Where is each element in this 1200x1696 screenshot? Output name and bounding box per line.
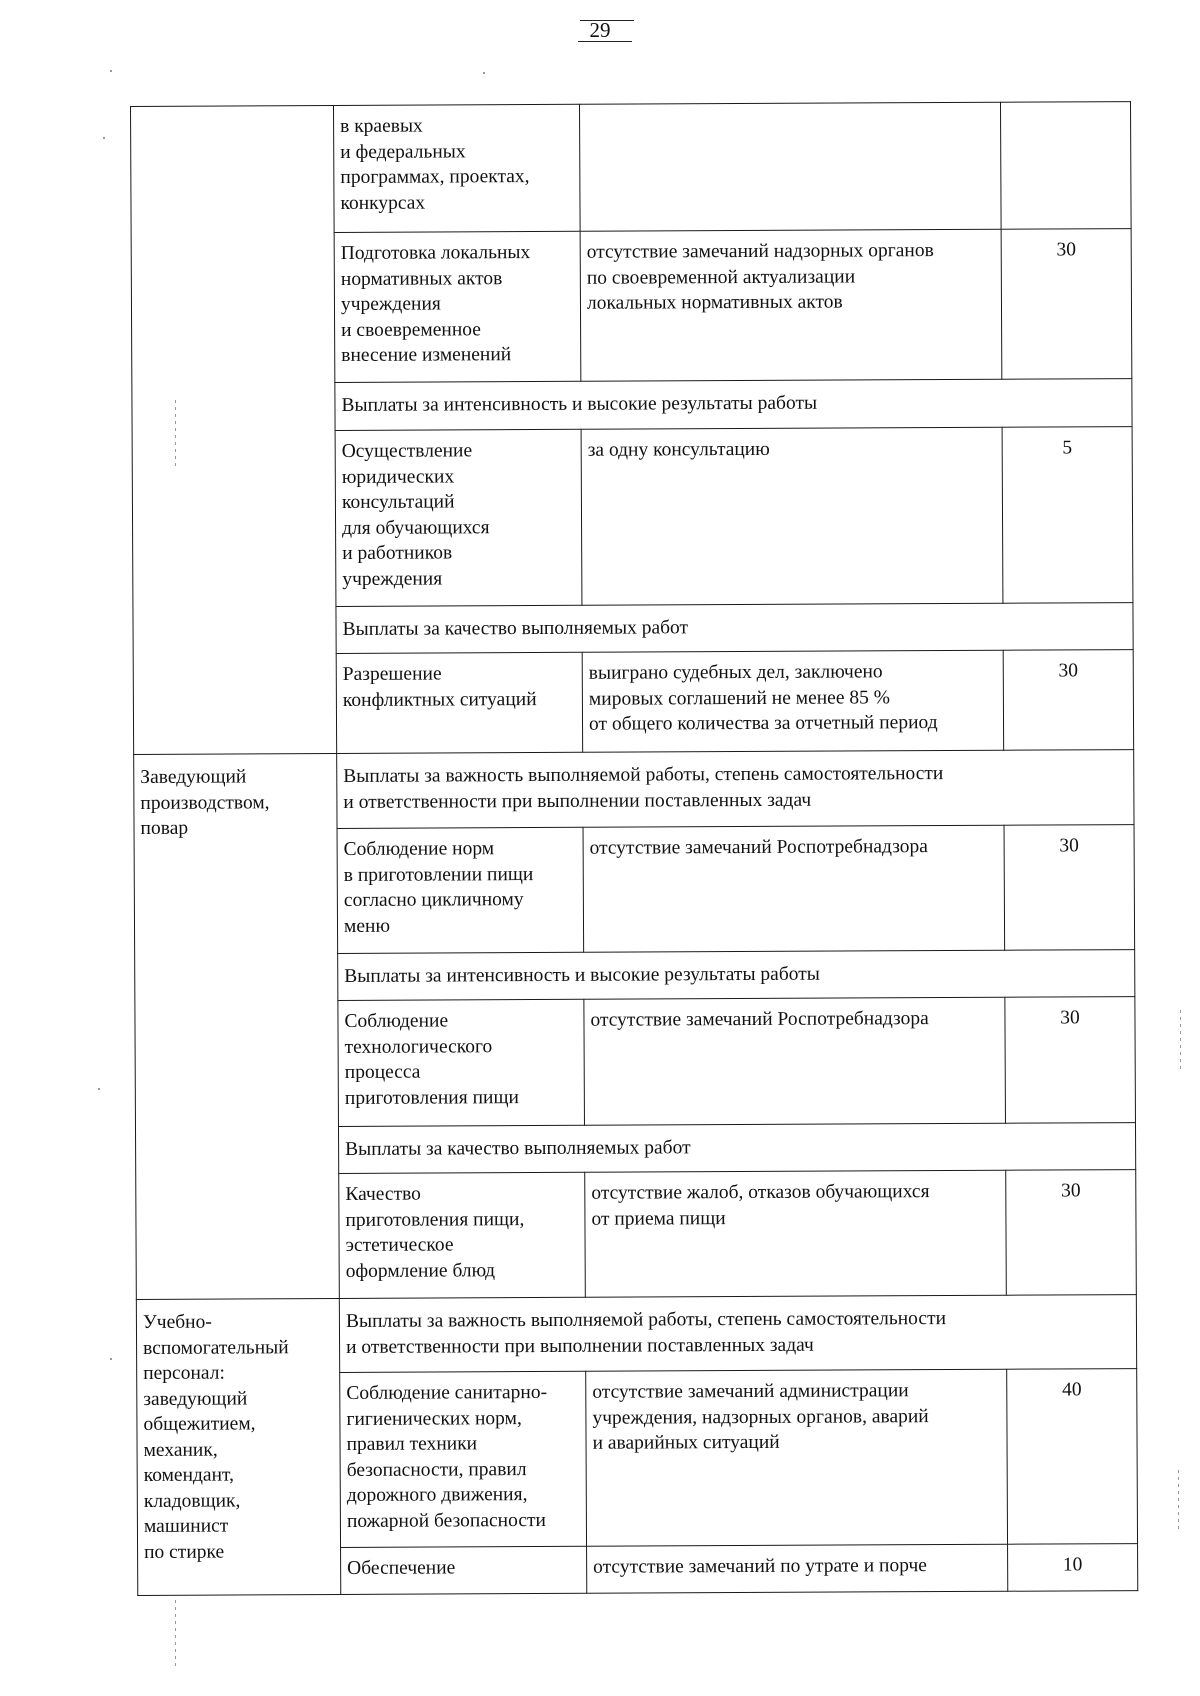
criterion-cell: Обеспечение: [341, 1546, 587, 1594]
scan-edge-mark: [175, 400, 176, 470]
scan-edge-mark: [175, 1600, 176, 1670]
score-cell: 30: [1001, 229, 1132, 380]
scan-speck: [98, 1088, 100, 1090]
section-row: [136, 1295, 1136, 1374]
section-heading: Выплаты за интенсивность и высокие результаты работы: [338, 950, 1135, 1001]
criteria-table: [130, 101, 1138, 1596]
criterion-cell: Качество приготовления пищи, эстетическое оформление блюд: [339, 1172, 586, 1298]
section-heading: Выплаты за интенсивность и высокие результаты работы: [335, 379, 1132, 431]
criterion-cell: Соблюдение технологического процесса приготовления пищи: [338, 999, 585, 1126]
criterion-cell: Соблюдение санитарно- гигиенических норм, правил техники безопасности, правил дорожного движения, пожарной безопасности: [340, 1371, 587, 1547]
indicator-cell: отсутствие жалоб, отказов обучающихся от приема пищи: [585, 1170, 1007, 1297]
section-heading: Выплаты за качество выполняемых работ: [338, 1123, 1135, 1174]
position-cell: Заведующий производством, повар: [134, 753, 340, 1299]
indicator-cell: отсутствие замечаний по утрате и порче: [587, 1544, 1008, 1593]
scan-edge-mark: [1180, 1010, 1181, 1070]
indicator-cell: выиграно судебных дел, заключено мировых соглашений не менее 85 % от общего количества за отчетный период: [582, 650, 1003, 752]
score-cell: 30: [1004, 825, 1135, 951]
section-heading: Выплаты за важность выполняемой работы, степень самостоятельности и ответственности при выполнении поставленных задач: [337, 750, 1134, 829]
score-cell: 30: [1003, 650, 1133, 751]
indicator-cell: отсутствие замечаний администрации учреждения, надзорных органов, аварий и аварийных ситуаций: [586, 1369, 1008, 1546]
indicator-cell: отсутствие замечаний Роспотребнадзора: [584, 997, 1006, 1125]
criterion-cell: Разрешение конфликтных ситуаций: [336, 652, 582, 753]
indicator-cell: [579, 102, 1001, 231]
scan-speck: [483, 72, 485, 74]
table-row: [131, 102, 1132, 234]
section-heading: Выплаты за важность выполняемой работы, степень самостоятельности и ответственности при выполнении поставленных задач: [339, 1295, 1136, 1373]
scan-speck: [110, 70, 112, 72]
criterion-cell: Подготовка локальных нормативных актов учреждения и своевременное внесение изменений: [334, 231, 581, 382]
score-cell: 10: [1008, 1544, 1138, 1592]
score-cell: [1000, 102, 1131, 230]
scan-edge-mark: [1178, 1470, 1179, 1530]
scan-speck: [103, 137, 105, 139]
score-cell: 5: [1002, 427, 1133, 604]
indicator-cell: отсутствие замечаний Роспотребнадзора: [583, 825, 1005, 952]
section-row: [134, 750, 1134, 830]
criterion-cell: Осуществление юридических консультаций для обучающихся и работников учреждения: [335, 429, 582, 606]
score-cell: 40: [1007, 1369, 1138, 1545]
score-cell: 30: [1005, 997, 1136, 1124]
section-heading: Выплаты за качество выполняемых работ: [336, 603, 1133, 654]
position-cell-empty: [131, 106, 337, 755]
page-number: 29: [560, 18, 640, 42]
position-cell: Учебно- вспомогательный персонал: заведующий общежитием, механик, комендант, кладовщик, машинист по стирке: [136, 1298, 340, 1595]
criterion-cell: в краевых и федеральных программах, проектах, конкурсах: [334, 104, 581, 232]
score-cell: 30: [1006, 1170, 1137, 1296]
scan-speck: [110, 1358, 112, 1360]
criterion-cell: Соблюдение норм в приготовлении пищи согласно цикличному меню: [337, 827, 584, 953]
indicator-cell: отсутствие замечаний надзорных органов по своевременной актуализации локальных нормативных актов: [580, 229, 1002, 381]
indicator-cell: за одну консультацию: [581, 427, 1003, 605]
